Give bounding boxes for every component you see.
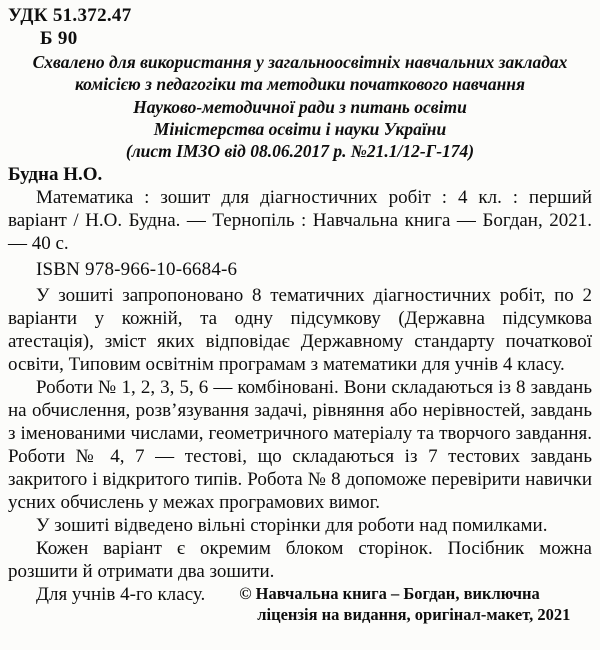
copyright-line-1: © Навчальна книга – Богдан, виключна [239, 584, 540, 604]
approval-line: (лист ІМЗО від 08.06.2017 р. №21.1/12-Г-174) [125, 141, 475, 162]
bibliographic-record: Математика : зошит для діагностичних робіт : 4 кл. : перший варіант / Н.О. Будна. — Тернопіль : Навчальна книга — Богдан, 2021. — 40 с. [8, 187, 592, 255]
approval-line: комісією з педагогіки та методики початкового навчання [74, 74, 526, 95]
approval-line: Схвалено для використання у загальноосвітніх навчальних закладах [32, 52, 568, 72]
copyright-line-2: ліцензія на видання, оригінал-макет, 2021 [257, 604, 571, 624]
annotation-paragraph-1: У зошиті запропоновано 8 тематичних діагностичних робіт, по 2 варіанти у кожній, та одну підсумкову (Державна підсумкова атестація), зміст яких відповідає Державному стандарту початкової освіти, Типовим освітнім програмам з математики для учнів 4 класу. [8, 285, 592, 376]
approval-line: Міністерства освіти і науки України [153, 118, 447, 139]
author-sign-code: Б 90 [40, 28, 78, 49]
udk-code: УДК 51.372.47 [8, 5, 132, 26]
copyright-note [239, 583, 570, 625]
annotation-paragraph-2: Роботи № 1, 2, 3, 5, 6 — комбіновані. Вони складаються із 8 завдань на обчислення, розв’язування задачі, рівняння або нерівностей, завдань з іменованими числами, геометричного матеріалу та творчого завдання. Роботи № 4, 7 — тестові, що складаються із 7 тестових завдань закритого і відкритого типів. Робота № 8 допоможе перевірити навички усних обчислень у межах програмових вимог. [8, 377, 592, 514]
annotation-paragraph-4: Кожен варіант є окремим блоком сторінок. Посібник можна розшити й отримати два зошити. [8, 538, 592, 583]
approval-line: Науково-методичної ради з питань освіти [133, 96, 467, 117]
page-footer [8, 583, 592, 625]
author-heading: Будна Н.О. [8, 164, 103, 186]
approval-note [8, 51, 592, 162]
annotation-paragraph-3: У зошиті відведено вільні сторінки для роботи над помилками. [36, 515, 548, 537]
audience-note: Для учнів 4-го класу. [36, 584, 206, 606]
isbn-line: ISBN 978-966-10-6684-6 [36, 259, 238, 281]
